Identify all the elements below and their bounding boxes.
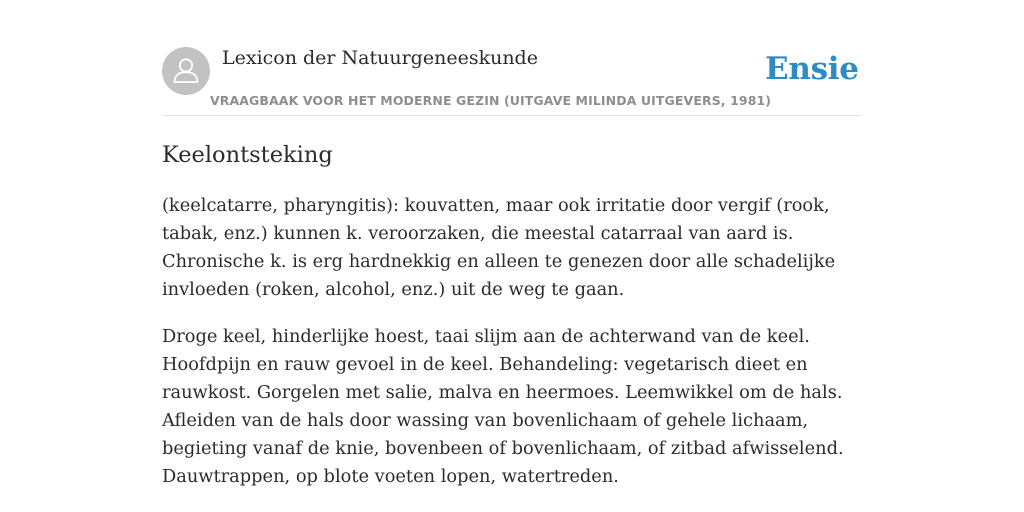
author-avatar[interactable] xyxy=(162,47,210,95)
user-silhouette-icon xyxy=(162,47,210,95)
ensie-logo[interactable]: Ensie xyxy=(765,51,859,87)
entry-paragraph: Droge keel, hinderlijke hoest, taai slijm aan de achterwand van de keel. Hoofdpijn en rauw gevoel in de keel. Behandeling: vegetarisch dieet en rauwkost. Gorgelen met salie, malva en heermoes. Leemwikkel om de hals. Afleiden van de hals door wassing van bovenlichaam of gehele lichaam, begieting vanaf de knie, bovenbeen of bovenlichaam, of zitbad afwisselend. Dauwtrappen, op blote voeten lopen, watertreden. xyxy=(162,326,844,487)
entry-body xyxy=(162,192,862,510)
entry-paragraph: (keelcatarre, pharyngitis): kouvatten, maar ook irritatie door vergif (rook, tabak, enz.) kunnen k. veroorzaken, die meestal catarraal van aard is. Chronische k. is erg hardnekkig en alleen te genezen door alle schadelijke invloeden (roken, alcohol, enz.) uit de weg te gaan. xyxy=(162,195,836,300)
header-divider xyxy=(162,115,862,116)
entry-title: Keelontsteking xyxy=(162,142,333,168)
source-publication: VRAAGBAAK VOOR HET MODERNE GEZIN (UITGAVE MILINDA UITGEVERS, 1981) xyxy=(210,93,772,108)
lexicon-title-link[interactable]: Lexicon der Natuurgeneeskunde xyxy=(222,47,538,69)
